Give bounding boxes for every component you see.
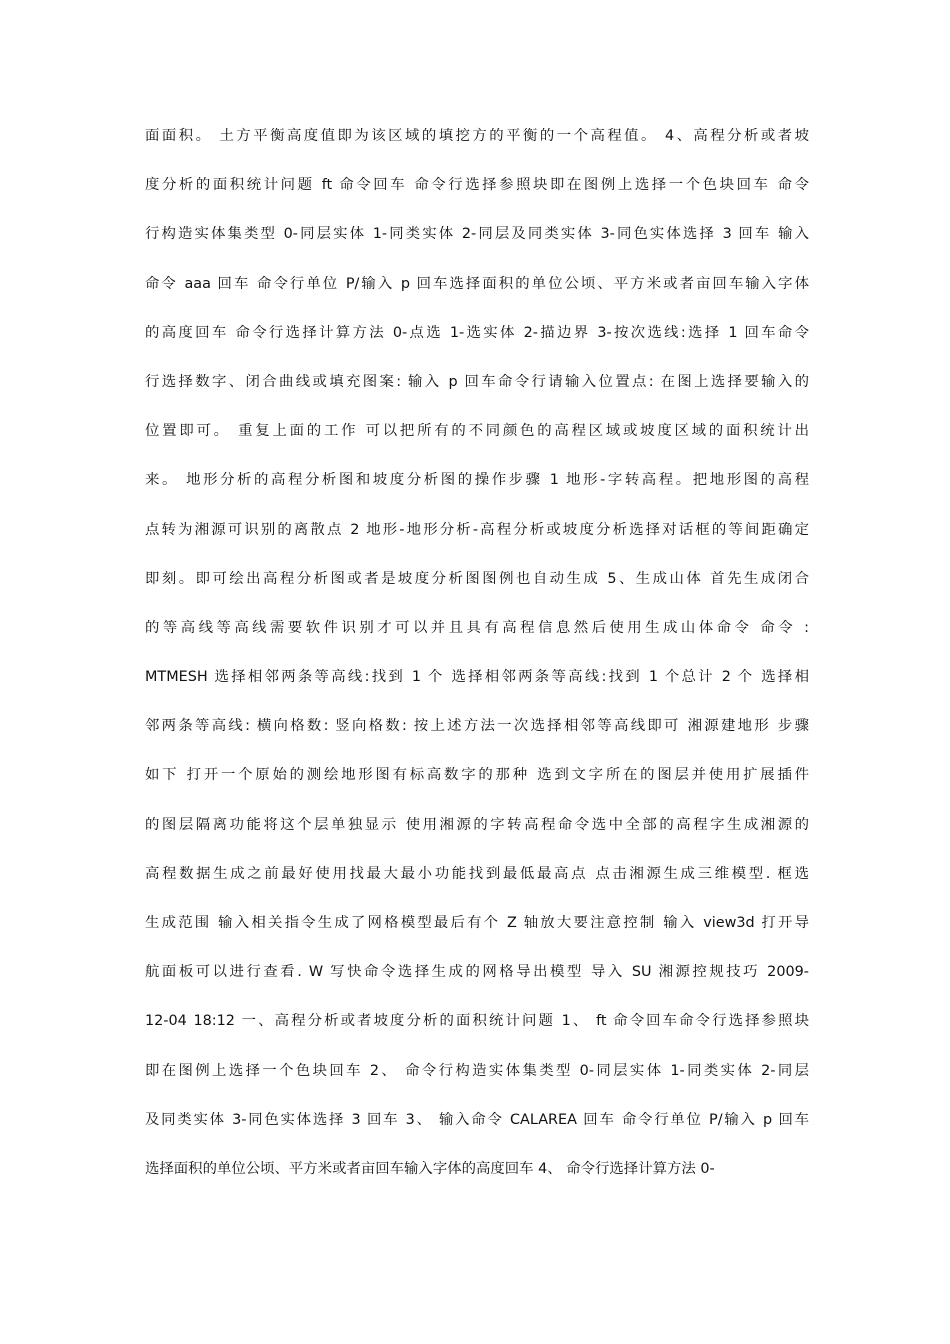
text-line: 度分析的面积统计问题 ft 命令回车 命令行选择参照块即在图例上选择一个色块回车 命令 [145, 177, 809, 194]
text-line: MTMESH 选择相邻两条等高线:找到 1 个 选择相邻两条等高线:找到 1 个总计 2 个 选择相 [145, 669, 809, 686]
text-line: 及同类实体 3-同色实体选择 3 回车 3、 输入命令 CALAREA 回车 命令行单位 P/输入 p 回车 [145, 1111, 809, 1128]
text-line: 选择面积的单位公顷、平方米或者亩回车输入字体的高度回车 4、 命令行选择计算方法 0- [145, 1160, 715, 1177]
text-line: 邻两条等高线: 横向格数: 竖向格数: 按上述方法一次选择相邻等高线即可 湘源建地形 步骤 [145, 718, 809, 735]
text-line: 生成范围 输入相关指令生成了网格模型最后有个 Z 轴放大要注意控制 输入 view3d 打开导 [145, 915, 809, 931]
document-body [145, 118, 809, 1200]
text-line: 点转为湘源可识别的离散点 2 地形-地形分析-高程分析或坡度分析选择对话框的等间距确定 [145, 521, 809, 538]
text-line: 来。 地形分析的高程分析图和坡度分析图的操作步骤 1 地形-字转高程。把地形图的高程 [145, 472, 809, 489]
text-line: 面面积。 土方平衡高度值即为该区域的填挖方的平衡的一个高程值。 4、高程分析或者坡 [145, 128, 809, 144]
text-line: 航面板可以进行查看. W 写快命令选择生成的网格导出模型 导入 SU 湘源控规技巧 2009- [145, 964, 809, 981]
text-line: 如下 打开一个原始的测绘地形图有标高数字的那种 选到文字所在的图层并使用扩展插件 [145, 767, 809, 784]
text-line: 命令 aaa 回车 命令行单位 P/输入 p 回车选择面积的单位公顷、平方米或者亩回车输入字体 [145, 275, 809, 292]
text-line: 即刻。即可绘出高程分析图或者是坡度分析图图例也自动生成 5、生成山体 首先生成闭合 [145, 570, 809, 587]
text-line: 行构造实体集类型 0-同层实体 1-同类实体 2-同层及同类实体 3-同色实体选择 3 回车 输入 [145, 226, 809, 243]
text-line: 的高度回车 命令行选择计算方法 0-点选 1-选实体 2-描边界 3-按次选线:选择 1 回车命令 [145, 324, 809, 341]
text-line: 行选择数字、闭合曲线或填充图案: 输入 p 回车命令行请输入位置点: 在图上选择要输入的 [145, 373, 809, 390]
text-line: 的图层隔离功能将这个层单独显示 使用湘源的字转高程命令选中全部的高程字生成湘源的 [145, 816, 809, 833]
text-line: 即在图例上选择一个色块回车 2、 命令行构造实体集类型 0-同层实体 1-同类实体 2-同层 [145, 1062, 809, 1079]
text-line: 的等高线等高线需要软件识别才可以并且具有高程信息然后使用生成山体命令 命令 : [145, 619, 809, 636]
text-line: 12-04 18:12 一、高程分析或者坡度分析的面积统计问题 1、 ft 命令回车命令行选择参照块 [145, 1013, 809, 1030]
text-line: 位置即可。 重复上面的工作 可以把所有的不同颜色的高程区域或坡度区域的面积统计出 [145, 423, 809, 440]
text-line: 高程数据生成之前最好使用找最大最小功能找到最低最高点 点击湘源生成三维模型. 框选 [145, 865, 809, 882]
